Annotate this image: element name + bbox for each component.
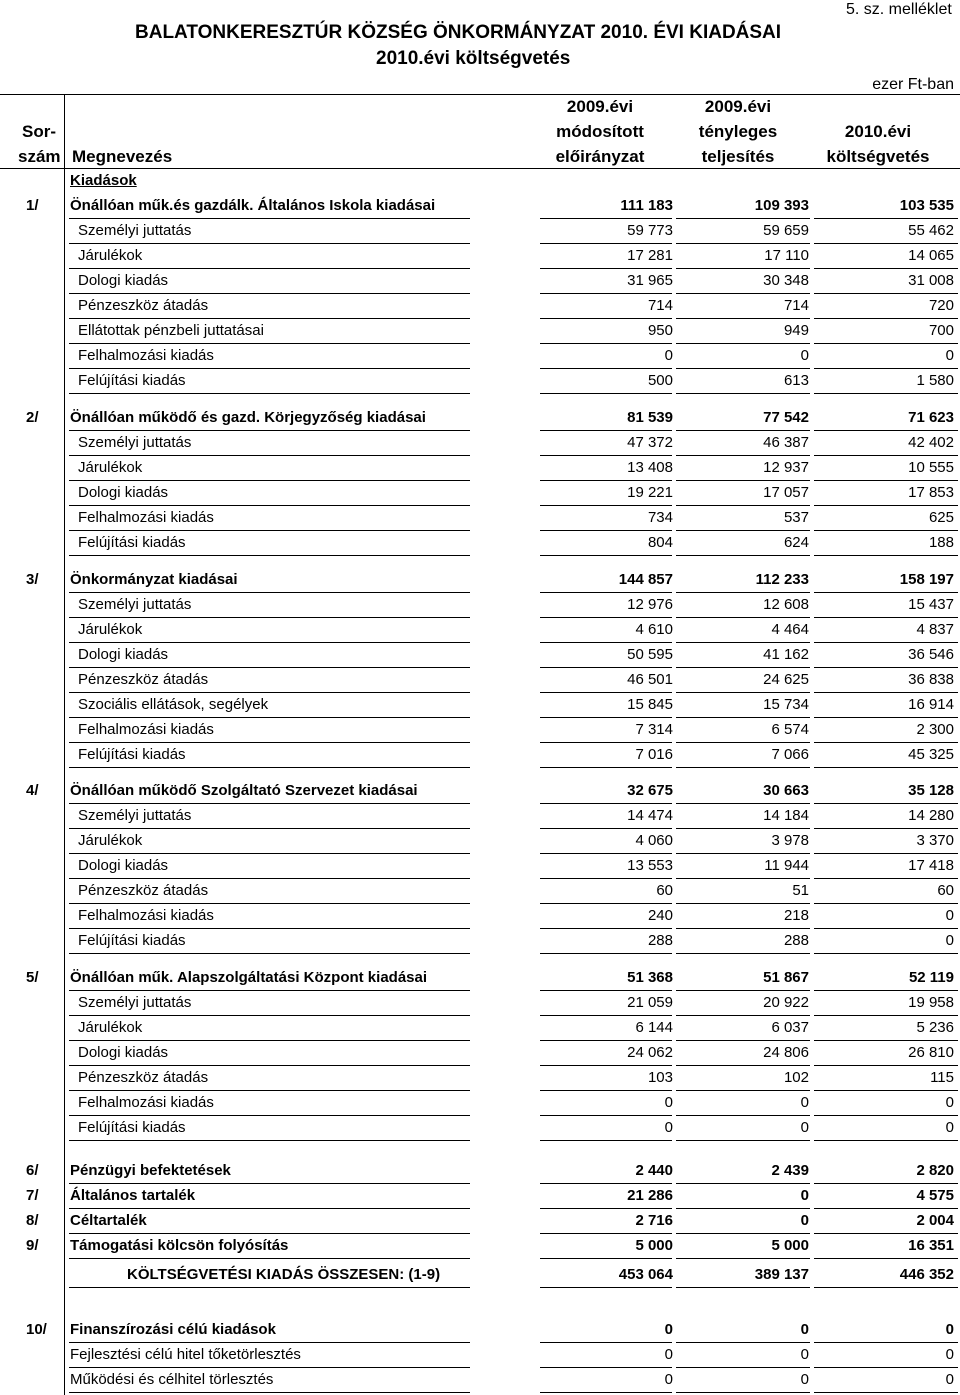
row-rule <box>69 1258 470 1259</box>
row-value-col1: 4 464 <box>771 621 809 638</box>
row-value-col2: 2 820 <box>916 1162 954 1179</box>
row-value-col0: 60 <box>656 882 673 899</box>
row-value-col1: 288 <box>783 932 809 949</box>
header-col0-line1: 2009.évi <box>566 97 634 116</box>
row-value-col2: 103 535 <box>899 197 954 214</box>
row-value-col2: 5 236 <box>916 1019 954 1036</box>
row-label: Felújítási kiadás <box>78 534 186 551</box>
table-row <box>0 903 960 928</box>
row-label: Finanszírozási célú kiadások <box>70 1321 276 1338</box>
row-number: 3/ <box>26 571 39 588</box>
table-row-group <box>0 193 960 218</box>
page-subtitle: 2010.évi költségvetés <box>376 48 571 69</box>
row-label: Önállóan működő Szolgáltató Szervezet kiadásai <box>70 782 418 799</box>
row-label: Fejlesztési célú hitel tőketörlesztés <box>70 1346 301 1363</box>
row-label: Dologi kiadás <box>78 646 169 663</box>
row-value-col0: 59 773 <box>627 222 673 239</box>
table-row-group <box>0 965 960 990</box>
row-value-col0: 453 064 <box>618 1266 673 1283</box>
table-row <box>0 667 960 692</box>
row-value-col0: 240 <box>647 907 673 924</box>
row-value-col2: 15 437 <box>908 596 954 613</box>
row-rule <box>69 1140 470 1141</box>
row-value-col0: 24 062 <box>627 1044 673 1061</box>
header-top-rule <box>0 94 960 95</box>
row-rule <box>540 555 672 556</box>
row-number: 10/ <box>26 1321 47 1338</box>
row-value-col1: 0 <box>800 1187 809 1204</box>
row-rule <box>814 1258 958 1259</box>
row-label: Pénzügyi befektetések <box>70 1162 231 1179</box>
table-row <box>0 368 960 393</box>
row-value-col1: 20 922 <box>763 994 809 1011</box>
row-rule <box>676 1258 810 1259</box>
row-label: Dologi kiadás <box>78 484 169 501</box>
table-row <box>0 1015 960 1040</box>
row-value-col0: 81 539 <box>627 409 673 426</box>
row-label: Járulékok <box>78 621 143 638</box>
table-row <box>0 1115 960 1140</box>
row-label: Dologi kiadás <box>78 857 169 874</box>
row-value-col2: 16 914 <box>908 696 954 713</box>
row-value-col0: 31 965 <box>627 272 673 289</box>
row-rule <box>676 1140 810 1141</box>
header-col1-line2: tényleges <box>698 122 778 141</box>
row-label: Pénzeszköz átadás <box>78 297 209 314</box>
table-row <box>0 642 960 667</box>
row-number: 1/ <box>26 197 39 214</box>
row-label: Céltartalék <box>70 1212 147 1229</box>
row-value-col2: 188 <box>928 534 954 551</box>
table-row <box>0 1090 960 1115</box>
row-value-col2: 2 004 <box>916 1212 954 1229</box>
row-label: Felhalmozási kiadás <box>78 509 214 526</box>
row-label: KÖLTSÉGVETÉSI KIADÁS ÖSSZESEN: (1-9) <box>127 1266 441 1283</box>
row-value-col0: 950 <box>647 322 673 339</box>
row-value-col2: 0 <box>945 907 954 924</box>
row-value-col0: 14 474 <box>627 807 673 824</box>
row-value-col2: 17 418 <box>908 857 954 874</box>
row-label: Felhalmozási kiadás <box>78 1094 214 1111</box>
header-col2-line1: 2010.évi <box>844 122 912 141</box>
row-value-col2: 42 402 <box>908 434 954 451</box>
row-value-col0: 47 372 <box>627 434 673 451</box>
row-label: Személyi juttatás <box>78 807 192 824</box>
row-label: Általános tartalék <box>70 1187 196 1204</box>
row-value-col0: 15 845 <box>627 696 673 713</box>
row-value-col0: 7 314 <box>635 721 673 738</box>
table-row-group <box>0 1208 960 1233</box>
row-label: Személyi juttatás <box>78 222 192 239</box>
table-row <box>0 1367 960 1392</box>
table-row-group <box>0 778 960 803</box>
row-value-col1: 46 387 <box>763 434 809 451</box>
row-value-col2: 0 <box>945 1321 954 1338</box>
table-row <box>0 990 960 1015</box>
row-value-col0: 6 144 <box>635 1019 673 1036</box>
row-value-col2: 0 <box>945 347 954 364</box>
row-value-col0: 12 976 <box>627 596 673 613</box>
row-value-col1: 949 <box>783 322 809 339</box>
table-row <box>0 530 960 555</box>
row-value-col2: 60 <box>937 882 954 899</box>
row-rule <box>540 1287 672 1288</box>
header-bottom-rule <box>0 168 960 169</box>
row-value-col1: 0 <box>800 1212 809 1229</box>
row-value-col1: 51 <box>792 882 809 899</box>
row-value-col1: 0 <box>800 1346 809 1363</box>
row-value-col1: 59 659 <box>763 222 809 239</box>
table-row-group <box>0 567 960 592</box>
row-rule <box>676 393 810 394</box>
row-value-col2: 19 958 <box>908 994 954 1011</box>
row-value-col0: 51 368 <box>627 969 673 986</box>
table-row-group <box>0 1317 960 1342</box>
table-row <box>0 455 960 480</box>
row-value-col1: 0 <box>800 347 809 364</box>
row-value-col1: 109 393 <box>754 197 809 214</box>
row-value-col0: 111 183 <box>620 197 673 214</box>
row-value-col2: 71 623 <box>908 409 954 426</box>
row-value-col1: 7 066 <box>771 746 809 763</box>
row-rule <box>814 1392 958 1393</box>
table-row <box>0 692 960 717</box>
row-value-col0: 500 <box>647 372 673 389</box>
row-value-col0: 2 440 <box>635 1162 673 1179</box>
row-rule <box>814 1287 958 1288</box>
row-value-col0: 13 408 <box>627 459 673 476</box>
row-value-col0: 32 675 <box>627 782 673 799</box>
table-row <box>0 218 960 243</box>
table-row <box>0 878 960 903</box>
row-value-col1: 102 <box>783 1069 809 1086</box>
row-value-col1: 14 184 <box>763 807 809 824</box>
row-value-col1: 5 000 <box>771 1237 809 1254</box>
row-rule <box>540 393 672 394</box>
table-row <box>0 853 960 878</box>
row-value-col0: 50 595 <box>627 646 673 663</box>
row-value-col1: 0 <box>800 1119 809 1136</box>
row-label: Pénzeszköz átadás <box>78 882 209 899</box>
row-number: 4/ <box>26 782 39 799</box>
row-value-col2: 4 837 <box>916 621 954 638</box>
table-row-group <box>0 1233 960 1258</box>
row-number: 7/ <box>26 1187 39 1204</box>
row-number: 2/ <box>26 409 39 426</box>
row-value-col0: 0 <box>664 1321 673 1338</box>
row-label: Támogatási kölcsön folyósítás <box>70 1237 289 1254</box>
row-rule <box>814 393 958 394</box>
row-value-col0: 714 <box>647 297 673 314</box>
table-row <box>0 803 960 828</box>
row-value-col0: 288 <box>647 932 673 949</box>
row-value-col0: 144 857 <box>618 571 673 588</box>
row-label: Dologi kiadás <box>78 1044 169 1061</box>
row-value-col1: 30 348 <box>763 272 809 289</box>
row-value-col2: 625 <box>928 509 954 526</box>
row-value-col0: 4 060 <box>635 832 673 849</box>
row-value-col0: 17 281 <box>627 247 673 264</box>
table-row <box>0 742 960 767</box>
row-value-col2: 0 <box>945 1346 954 1363</box>
row-value-col2: 17 853 <box>908 484 954 501</box>
row-value-col1: 0 <box>800 1321 809 1338</box>
row-value-col0: 0 <box>664 1346 673 1363</box>
header-col0-line3: előirányzat <box>555 147 645 166</box>
row-value-col0: 2 716 <box>635 1212 673 1229</box>
row-value-col2: 55 462 <box>908 222 954 239</box>
row-value-col0: 4 610 <box>635 621 673 638</box>
row-value-col1: 17 110 <box>764 247 809 264</box>
table-row <box>0 343 960 368</box>
row-rule <box>814 555 958 556</box>
row-label: Szociális ellátások, segélyek <box>78 696 269 713</box>
header-sor: Sor- <box>22 122 56 141</box>
row-rule <box>814 767 958 768</box>
row-value-col1: 30 663 <box>763 782 809 799</box>
row-value-col2: 10 555 <box>908 459 954 476</box>
header-col0-line2: módosított <box>556 122 644 141</box>
row-label: Felújítási kiadás <box>78 372 186 389</box>
row-rule <box>540 953 672 954</box>
table-row-total <box>0 1262 960 1287</box>
row-value-col2: 0 <box>945 1094 954 1111</box>
row-rule <box>676 767 810 768</box>
row-label: Felújítási kiadás <box>78 932 186 949</box>
row-value-col2: 720 <box>928 297 954 314</box>
row-value-col1: 0 <box>800 1371 809 1388</box>
row-value-col1: 0 <box>800 1094 809 1111</box>
row-value-col2: 115 <box>930 1069 954 1086</box>
row-value-col1: 6 037 <box>771 1019 809 1036</box>
row-rule <box>814 953 958 954</box>
row-label: Felhalmozási kiadás <box>78 907 214 924</box>
table-row <box>0 1342 960 1367</box>
row-value-col0: 804 <box>647 534 673 551</box>
header-col1-line1: 2009.évi <box>704 97 772 116</box>
table-row <box>0 1065 960 1090</box>
row-rule <box>676 953 810 954</box>
row-rule <box>69 1287 470 1288</box>
table-row <box>0 268 960 293</box>
row-value-col0: 21 286 <box>627 1187 673 1204</box>
row-value-col1: 24 625 <box>763 671 809 688</box>
row-value-col2: 14 065 <box>908 247 954 264</box>
row-label: Önállóan műk.és gazdálk. Általános Iskola kiadásai <box>70 197 436 214</box>
row-value-col0: 0 <box>664 347 673 364</box>
row-value-col2: 4 575 <box>916 1187 954 1204</box>
row-rule <box>69 1392 470 1393</box>
row-value-col1: 112 233 <box>755 571 809 588</box>
header-szam: szám <box>18 147 61 166</box>
row-number: 9/ <box>26 1237 39 1254</box>
row-value-col0: 103 <box>647 1069 673 1086</box>
row-value-col0: 13 553 <box>627 857 673 874</box>
unit-label: ezer Ft-ban <box>872 76 954 93</box>
row-value-col0: 7 016 <box>635 746 673 763</box>
row-value-col2: 158 197 <box>899 571 954 588</box>
row-value-col1: 537 <box>783 509 809 526</box>
page-title: BALATONKERESZTÚR KÖZSÉG ÖNKORMÁNYZAT 2010. ÉVI KIADÁSAI <box>135 22 782 43</box>
row-label: Személyi juttatás <box>78 994 192 1011</box>
row-value-col1: 17 057 <box>763 484 809 501</box>
row-value-col1: 51 867 <box>763 969 809 986</box>
table-row-group <box>0 1183 960 1208</box>
row-rule <box>676 555 810 556</box>
row-label: Járulékok <box>78 247 143 264</box>
row-label: Személyi juttatás <box>78 434 192 451</box>
row-label: Önállóan műk. Alapszolgáltatási Központ kiadásai <box>70 969 428 986</box>
row-value-col1: 624 <box>783 534 809 551</box>
row-value-col0: 5 000 <box>635 1237 673 1254</box>
row-value-col2: 14 280 <box>908 807 954 824</box>
row-label: Ellátottak pénzbeli juttatásai <box>78 322 264 339</box>
row-value-col1: 15 734 <box>763 696 809 713</box>
row-value-col1: 41 162 <box>763 646 809 663</box>
row-label: Működési és célhitel törlesztés <box>70 1371 274 1388</box>
row-number: 8/ <box>26 1212 39 1229</box>
table-row <box>0 717 960 742</box>
table-row <box>0 592 960 617</box>
table-row <box>0 617 960 642</box>
row-value-col2: 0 <box>945 1371 954 1388</box>
row-value-col0: 21 059 <box>627 994 673 1011</box>
row-value-col2: 36 838 <box>908 671 954 688</box>
row-label: Pénzeszköz átadás <box>78 671 209 688</box>
row-rule <box>540 1258 672 1259</box>
row-rule <box>69 953 470 954</box>
table-row <box>0 928 960 953</box>
row-value-col1: 12 608 <box>763 596 809 613</box>
row-label: Járulékok <box>78 459 143 476</box>
row-value-col2: 26 810 <box>908 1044 954 1061</box>
row-label: Dologi kiadás <box>78 272 169 289</box>
row-value-col1: 3 978 <box>771 832 809 849</box>
row-value-col1: 12 937 <box>763 459 809 476</box>
row-number: 6/ <box>26 1162 39 1179</box>
row-label: Járulékok <box>78 1019 143 1036</box>
row-value-col1: 2 439 <box>771 1162 809 1179</box>
section-label: Kiadások <box>70 172 137 189</box>
table-row <box>0 480 960 505</box>
table-row <box>0 505 960 530</box>
table-row-group <box>0 405 960 430</box>
row-label: Felújítási kiadás <box>78 746 186 763</box>
row-label: Önkormányzat kiadásai <box>70 571 238 588</box>
row-value-col2: 16 351 <box>908 1237 954 1254</box>
row-rule <box>69 555 470 556</box>
row-value-col2: 0 <box>945 932 954 949</box>
row-value-col2: 3 370 <box>916 832 954 849</box>
header-col2-line2: költségvetés <box>826 147 930 166</box>
annex-label: 5. sz. melléklet <box>846 1 952 18</box>
row-value-col0: 0 <box>664 1119 673 1136</box>
row-value-col1: 218 <box>783 907 809 924</box>
header-col1-line3: teljesítés <box>701 147 775 166</box>
row-value-col1: 6 574 <box>771 721 809 738</box>
row-value-col0: 19 221 <box>627 484 673 501</box>
row-rule <box>540 767 672 768</box>
row-rule <box>69 393 470 394</box>
row-value-col2: 1 580 <box>916 372 954 389</box>
row-value-col1: 11 944 <box>764 857 809 874</box>
row-value-col1: 613 <box>783 372 809 389</box>
row-value-col0: 0 <box>664 1094 673 1111</box>
row-rule <box>69 767 470 768</box>
row-value-col2: 0 <box>945 1119 954 1136</box>
table-row <box>0 430 960 455</box>
row-rule <box>540 1392 672 1393</box>
table-row-group <box>0 1158 960 1183</box>
row-value-col2: 35 128 <box>908 782 954 799</box>
row-value-col0: 734 <box>647 509 673 526</box>
row-rule <box>814 1140 958 1141</box>
row-label: Felújítási kiadás <box>78 1119 186 1136</box>
table-row <box>0 828 960 853</box>
row-label: Járulékok <box>78 832 143 849</box>
row-value-col2: 700 <box>928 322 954 339</box>
row-rule <box>540 1140 672 1141</box>
row-value-col2: 2 300 <box>916 721 954 738</box>
table-row <box>0 243 960 268</box>
row-number: 5/ <box>26 969 39 986</box>
table-row <box>0 1040 960 1065</box>
row-value-col1: 24 806 <box>763 1044 809 1061</box>
row-value-col2: 45 325 <box>908 746 954 763</box>
row-rule <box>676 1392 810 1393</box>
table-row <box>0 318 960 343</box>
row-label: Pénzeszköz átadás <box>78 1069 209 1086</box>
table-row <box>0 293 960 318</box>
row-value-col2: 52 119 <box>908 969 954 986</box>
row-rule <box>676 1287 810 1288</box>
row-label: Felhalmozási kiadás <box>78 347 214 364</box>
row-label: Önállóan működő és gazd. Körjegyzőség kiadásai <box>70 409 426 426</box>
header-name: Megnevezés <box>72 147 173 166</box>
row-value-col2: 36 546 <box>908 646 954 663</box>
row-label: Személyi juttatás <box>78 596 192 613</box>
row-value-col0: 46 501 <box>627 671 673 688</box>
row-value-col0: 0 <box>664 1371 673 1388</box>
row-value-col1: 714 <box>783 297 809 314</box>
row-value-col1: 77 542 <box>763 409 809 426</box>
row-value-col1: 389 137 <box>754 1266 809 1283</box>
row-value-col2: 446 352 <box>899 1266 954 1283</box>
row-label: Felhalmozási kiadás <box>78 721 214 738</box>
row-value-col2: 31 008 <box>908 272 954 289</box>
